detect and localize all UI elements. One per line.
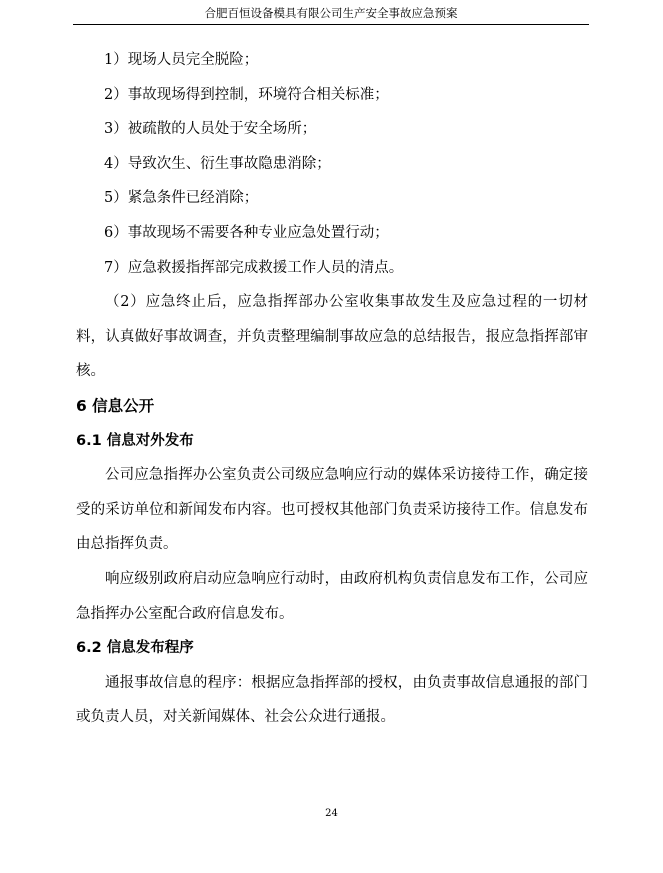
list-item: 5）紧急条件已经消除； <box>104 190 259 207</box>
paragraph-termination-report: （2）应急终止后，应急指挥部办公室收集事故发生及应急过程的一切材料，认真做好事故调查，并负责整理编制事故应急的总结报告，报应急指挥部审核。 <box>76 294 588 380</box>
header-divider <box>73 24 589 25</box>
paragraph-media-reception: 公司应急指挥办公室负责公司级应急响应行动的媒体采访接待工作，确定接受的采访单位和新闻发布内容。也可授权其他部门负责采访接待工作。信息发布由总指挥负责。 <box>76 467 588 553</box>
list-item: 7）应急救援指挥部完成救援工作人员的清点。 <box>104 259 404 276</box>
page-header: 合肥百恒设备模具有限公司生产安全事故应急预案 <box>204 6 458 20</box>
list-item: 3）被疏散的人员处于安全场所； <box>104 121 317 138</box>
subsection-heading-release-procedure: 6.2 信息发布程序 <box>76 640 194 657</box>
subsection-heading-external-release: 6.1 信息对外发布 <box>76 432 194 449</box>
list-item: 6）事故现场不需要各种专业应急处置行动； <box>104 224 389 241</box>
list-item: 1）现场人员完全脱险； <box>104 52 259 68</box>
page-number: 24 <box>325 808 338 819</box>
section-heading-information-disclosure: 6 信息公开 <box>76 396 155 415</box>
list-item: 2）事故现场得到控制，环境符合相关标准； <box>104 86 389 103</box>
paragraph-government-release: 响应级别政府启动应急响应行动时，由政府机构负责信息发布工作，公司应急指挥办公室配合政府信息发布。 <box>76 570 588 622</box>
list-item: 4）导致次生、衍生事故隐患消除； <box>104 155 331 172</box>
document-body <box>76 43 588 735</box>
paragraph-notification-procedure: 通报事故信息的程序：根据应急指挥部的授权，由负责事故信息通报的部门或负责人员，对关新闻媒体、社会公众进行通报。 <box>76 674 588 726</box>
